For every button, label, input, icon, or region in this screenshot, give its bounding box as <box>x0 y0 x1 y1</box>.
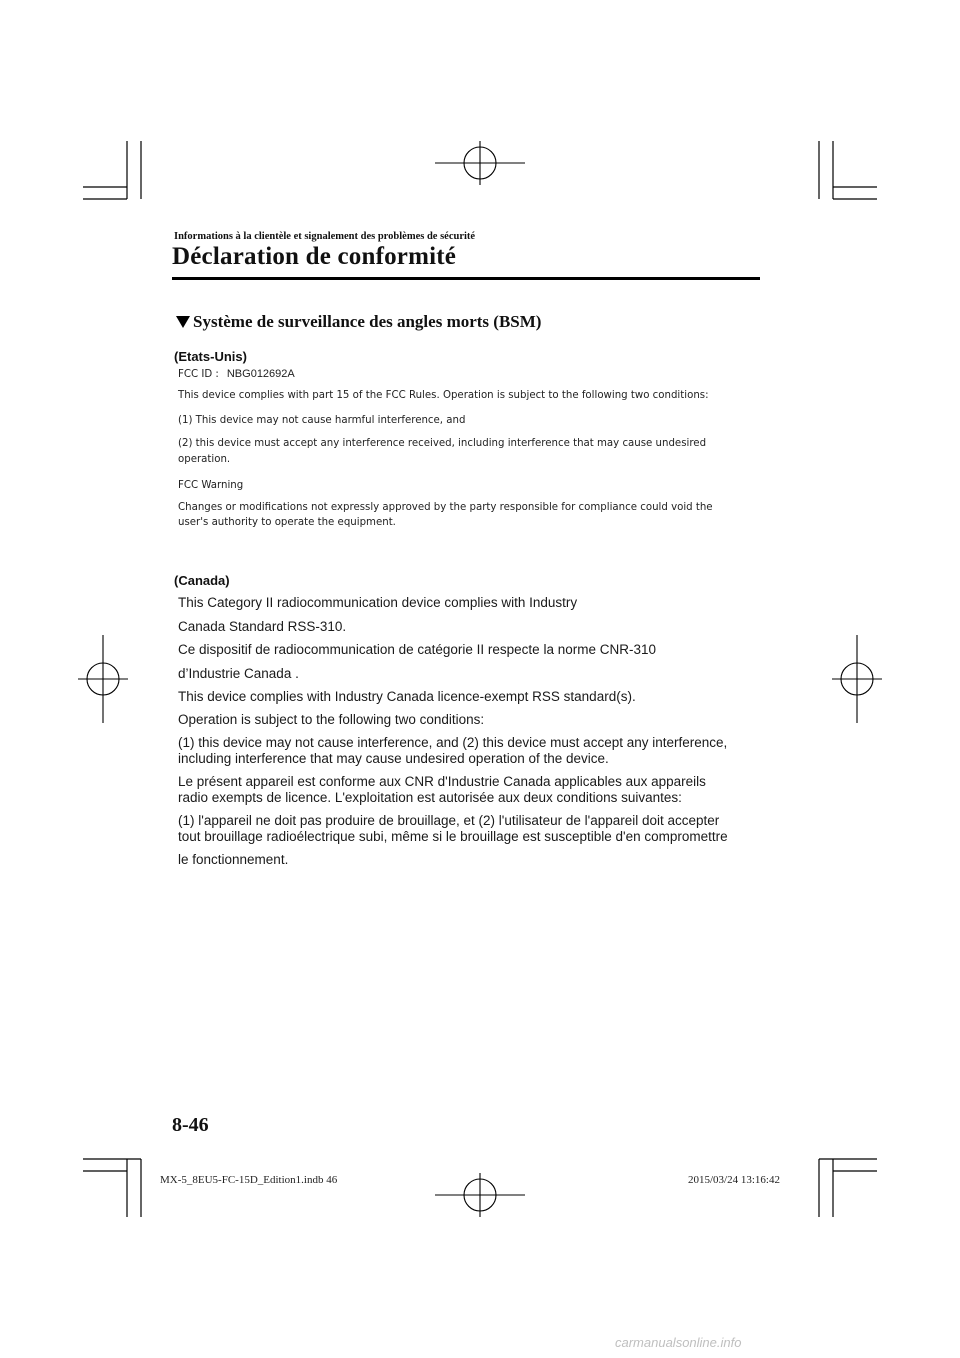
fcc-condition-2: (2) this device must accept any interference received, including interference that may cause undesired <box>178 438 707 449</box>
canada-line: including interference that may cause undesired operation of the device. <box>178 751 609 766</box>
triangle-down-icon <box>176 316 190 328</box>
section-heading <box>176 312 541 332</box>
canada-line: Ce dispositif de radiocommunication de catégorie II respecte la norme CNR-310 <box>178 642 656 657</box>
canada-line: This device complies with Industry Canada licence-exempt RSS standard(s). <box>178 689 636 704</box>
canada-line: Operation is subject to the following two conditions: <box>178 712 485 727</box>
canada-line: Canada Standard RSS-310. <box>178 619 347 634</box>
footer-timestamp: 2015/03/24 13:16:42 <box>688 1174 780 1186</box>
title-rule <box>172 277 760 280</box>
section-heading-text: Système de surveillance des angles morts (BSM) <box>193 312 542 331</box>
fcc-warning-text: Changes or modifications not expressly approved by the party responsible for compliance could void the <box>178 502 713 513</box>
watermark: carmanualsonline.info <box>615 1335 742 1350</box>
canada-line: (1) l'appareil ne doit pas produire de brouillage, et (2) l'utilisateur de l'appareil doit accepter <box>178 813 720 828</box>
footer-filename: MX-5_8EU5-FC-15D_Edition1.indb 46 <box>160 1174 338 1186</box>
canada-line: d’Industrie Canada . <box>178 666 299 681</box>
canada-label: (Canada) <box>174 573 230 588</box>
fcc-compliance-text: This device complies with part 15 of the FCC Rules. Operation is subject to the following two conditions: <box>178 390 709 401</box>
canada-line: Le présent appareil est conforme aux CNR d'Industrie Canada applicables aux appareils <box>178 774 706 789</box>
usa-label: (Etats-Unis) <box>174 349 247 364</box>
canada-line: (1) this device may not cause interference, and (2) this device must accept any interference, <box>178 735 728 750</box>
canada-line: radio exempts de licence. L'exploitation est autorisée aux deux conditions suivantes: <box>178 790 682 805</box>
canada-line: le fonctionnement. <box>178 852 289 867</box>
breadcrumb: Informations à la clientèle et signalement des problèmes de sécurité <box>174 231 476 242</box>
fcc-id-line <box>178 368 295 380</box>
fcc-id-label: FCC ID : <box>178 369 219 380</box>
canada-line: This Category II radiocommunication device complies with Industry <box>178 595 578 610</box>
fcc-id-value: NBG012692A <box>226 368 295 380</box>
fcc-warning-title: FCC Warning <box>178 480 244 491</box>
page-number: 8-46 <box>172 1114 209 1136</box>
page-title: Déclaration de conformité <box>172 243 457 270</box>
fcc-condition-1: (1) This device may not cause harmful interference, and <box>178 415 466 426</box>
fcc-condition-2-cont: operation. <box>178 454 231 465</box>
fcc-warning-text-cont: user's authority to operate the equipment. <box>178 517 396 528</box>
canada-line: tout brouillage radioélectrique subi, même si le brouillage est susceptible d'en compromettre <box>178 829 728 844</box>
